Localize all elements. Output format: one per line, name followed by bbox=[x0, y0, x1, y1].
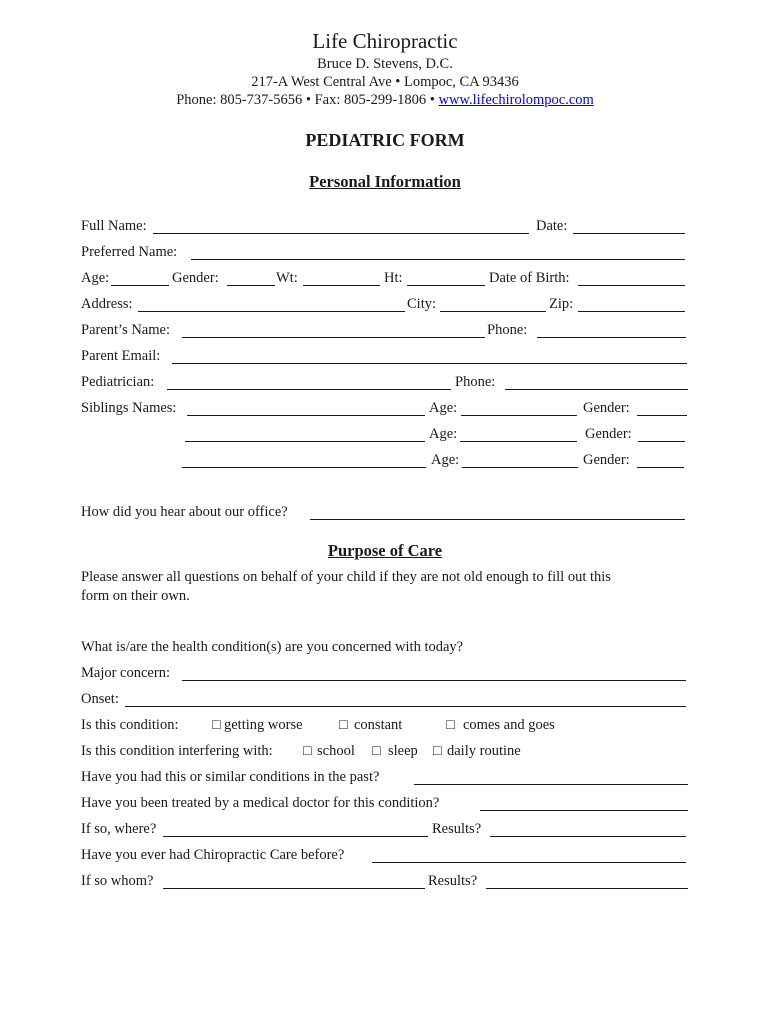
contact-phone-fax: Phone: 805-737-5656 • Fax: 805-299-1806 • bbox=[176, 92, 439, 108]
sibling-name-field-3[interactable] bbox=[182, 467, 426, 468]
onset-label: Onset: bbox=[81, 691, 119, 707]
parent-email-field[interactable] bbox=[172, 363, 687, 364]
interfering-label: Is this condition interfering with: bbox=[81, 743, 273, 759]
parent-email-row bbox=[81, 348, 687, 370]
if-where-label: If so, where? bbox=[81, 821, 157, 837]
chiropractic-care-row bbox=[81, 847, 687, 869]
major-concern-label: Major concern: bbox=[81, 665, 170, 681]
pediatrician-label: Pediatrician: bbox=[81, 374, 155, 390]
personal-info-heading: Personal Information bbox=[309, 172, 461, 191]
school-label: school bbox=[317, 743, 355, 759]
onset-row bbox=[81, 691, 687, 713]
interfering-row bbox=[81, 743, 687, 765]
chiropractor-whom-field[interactable] bbox=[163, 888, 425, 889]
sibling-row-1 bbox=[81, 400, 689, 422]
similar-conditions-label: Have you had this or similar conditions in the past? bbox=[81, 769, 380, 785]
daily-routine-label: daily routine bbox=[447, 743, 521, 759]
age-label: Age: bbox=[81, 270, 110, 286]
zip-label: Zip: bbox=[549, 296, 574, 312]
sibling-gender-label-3: Gender: bbox=[583, 452, 630, 468]
age-field[interactable] bbox=[111, 285, 169, 286]
treatment-results-field[interactable] bbox=[490, 836, 686, 837]
sibling-gender-field-1[interactable] bbox=[637, 415, 687, 416]
date-field[interactable] bbox=[573, 233, 685, 234]
checkbox-comes-and-goes[interactable]: □ bbox=[446, 717, 455, 733]
sibling-row-2 bbox=[81, 426, 689, 448]
referral-row bbox=[81, 504, 687, 526]
pediatrician-row bbox=[81, 374, 689, 396]
full-name-label: Full Name: bbox=[81, 218, 147, 234]
constant-label: constant bbox=[354, 717, 403, 733]
practice-name: Life Chiropractic bbox=[312, 29, 458, 53]
parent-phone-field[interactable] bbox=[537, 337, 686, 338]
hear-about-field[interactable] bbox=[310, 519, 685, 520]
sibling-row-3 bbox=[81, 452, 689, 474]
major-concern-row bbox=[81, 665, 687, 687]
sibling-age-label-2: Age: bbox=[429, 426, 458, 442]
chiropractic-care-field[interactable] bbox=[372, 862, 686, 863]
checkbox-daily-routine[interactable]: □ bbox=[433, 743, 442, 759]
sibling-gender-field-3[interactable] bbox=[637, 467, 684, 468]
chiropractic-care-label: Have you ever had Chiropractic Care before? bbox=[81, 847, 345, 863]
age-gender-row bbox=[81, 270, 687, 292]
similar-conditions-row bbox=[81, 769, 689, 791]
medical-treatment-label: Have you been treated by a medical doctor for this condition? bbox=[81, 795, 440, 811]
checkbox-sleep[interactable]: □ bbox=[372, 743, 381, 759]
address-label: Address: bbox=[81, 296, 133, 312]
major-concern-field[interactable] bbox=[182, 680, 686, 681]
practice-address: 217-A West Central Ave • Lompoc, CA 93436 bbox=[251, 74, 519, 90]
medical-treatment-row bbox=[81, 795, 689, 817]
concern-question: What is/are the health condition(s) are you concerned with today? bbox=[81, 639, 464, 655]
sibling-gender-label-1: Gender: bbox=[583, 400, 630, 416]
sibling-gender-field-2[interactable] bbox=[638, 441, 685, 442]
address-field[interactable] bbox=[138, 311, 405, 312]
similar-conditions-field[interactable] bbox=[414, 784, 688, 785]
sibling-age-field-1[interactable] bbox=[461, 415, 577, 416]
form-title: PEDIATRIC FORM bbox=[305, 130, 465, 150]
chiro-results-field[interactable] bbox=[486, 888, 688, 889]
height-field[interactable] bbox=[407, 285, 485, 286]
preferred-name-field[interactable] bbox=[191, 259, 685, 260]
pediatrician-phone-field[interactable] bbox=[505, 389, 688, 390]
full-name-row bbox=[81, 218, 687, 240]
dob-field[interactable] bbox=[578, 285, 685, 286]
treatment-where-row bbox=[81, 821, 687, 843]
instructions-line-1: Please answer all questions on behalf of your child if they are not old enough to fill out this bbox=[81, 569, 611, 585]
parent-email-label: Parent Email: bbox=[81, 348, 161, 364]
sibling-name-field-2[interactable] bbox=[185, 441, 425, 442]
if-whom-label: If so whom? bbox=[81, 873, 154, 889]
dob-label: Date of Birth: bbox=[489, 270, 570, 286]
full-name-field[interactable] bbox=[153, 233, 529, 234]
contact-line bbox=[0, 92, 770, 109]
date-label: Date: bbox=[536, 218, 568, 234]
parent-name-field[interactable] bbox=[182, 337, 485, 338]
treatment-results-label: Results? bbox=[432, 821, 482, 837]
preferred-name-row bbox=[81, 244, 687, 266]
getting-worse-label: getting worse bbox=[224, 717, 303, 733]
chiropractor-whom-row bbox=[81, 873, 689, 895]
sleep-label: sleep bbox=[388, 743, 418, 759]
weight-field[interactable] bbox=[303, 285, 380, 286]
sibling-age-field-3[interactable] bbox=[462, 467, 578, 468]
treatment-where-field[interactable] bbox=[163, 836, 428, 837]
doctor-name: Bruce D. Stevens, D.C. bbox=[317, 56, 453, 72]
weight-label: Wt: bbox=[276, 270, 298, 286]
condition-status-row bbox=[81, 717, 687, 739]
sibling-age-label-3: Age: bbox=[431, 452, 460, 468]
pediatrician-phone-label: Phone: bbox=[455, 374, 496, 390]
website-link[interactable]: www.lifechirolompoc.com bbox=[438, 92, 594, 108]
city-field[interactable] bbox=[440, 311, 546, 312]
gender-label: Gender: bbox=[172, 270, 219, 286]
siblings-label: Siblings Names: bbox=[81, 400, 177, 416]
preferred-name-label: Preferred Name: bbox=[81, 244, 178, 260]
parent-phone-label: Phone: bbox=[487, 322, 528, 338]
sibling-age-field-2[interactable] bbox=[460, 441, 577, 442]
sibling-name-field-1[interactable] bbox=[187, 415, 425, 416]
city-label: City: bbox=[407, 296, 437, 312]
checkbox-school[interactable]: □ bbox=[303, 743, 312, 759]
height-label: Ht: bbox=[384, 270, 403, 286]
instructions-line-2: form on their own. bbox=[81, 588, 190, 604]
onset-field[interactable] bbox=[125, 706, 686, 707]
comes-and-goes-label: comes and goes bbox=[463, 717, 555, 733]
chiro-results-label: Results? bbox=[428, 873, 478, 889]
sibling-gender-label-2: Gender: bbox=[585, 426, 632, 442]
parent-name-label: Parent’s Name: bbox=[81, 322, 170, 338]
address-row bbox=[81, 296, 687, 318]
hear-about-label: How did you hear about our office? bbox=[81, 504, 288, 520]
sibling-age-label-1: Age: bbox=[429, 400, 458, 416]
purpose-of-care-heading: Purpose of Care bbox=[327, 541, 443, 560]
checkbox-getting-worse[interactable]: □ bbox=[212, 717, 221, 733]
zip-field[interactable] bbox=[578, 311, 685, 312]
pediatrician-field[interactable] bbox=[167, 389, 451, 390]
parent-name-row bbox=[81, 322, 687, 344]
condition-status-label: Is this condition: bbox=[81, 717, 179, 733]
checkbox-constant[interactable]: □ bbox=[339, 717, 348, 733]
medical-treatment-field[interactable] bbox=[480, 810, 688, 811]
gender-field[interactable] bbox=[227, 285, 275, 286]
